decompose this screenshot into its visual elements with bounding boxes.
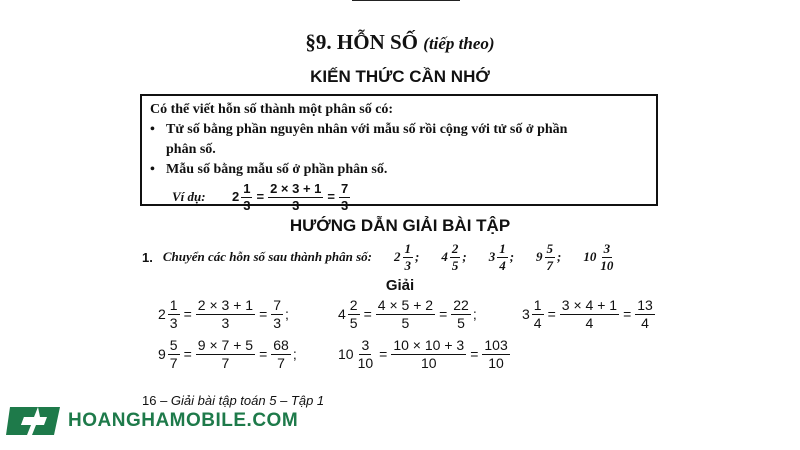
solution-row xyxy=(338,338,512,370)
mixed-whole: 4 xyxy=(441,249,448,265)
mixed-whole: 2 xyxy=(158,306,166,323)
box-bullet-2 xyxy=(150,160,648,180)
fraction-numerator: 1 xyxy=(404,241,411,256)
exercise-item: 2 $\frac{1}{3}$ ; xyxy=(394,241,420,273)
equals-sign: = xyxy=(363,306,372,323)
fraction-numerator: 3 xyxy=(603,241,611,256)
watermark-text: HOANGHAMOBILE.COM xyxy=(68,410,299,431)
exercise-item: 3 $\frac{1}{4}$ ; xyxy=(488,241,515,273)
box-example xyxy=(150,182,648,212)
title-main: §9. HỖN SỐ xyxy=(305,30,419,54)
fraction-numerator: 13 xyxy=(637,297,653,313)
fraction-denominator: 3 xyxy=(404,257,411,273)
knowledge-heading: KIẾN THỨC CẦN NHỚ xyxy=(310,67,490,86)
result-fraction xyxy=(271,338,291,370)
expression-fraction xyxy=(196,298,255,330)
result-fraction xyxy=(635,298,655,330)
fraction-denominator: 10 xyxy=(600,257,614,273)
fraction-numerator: 1 xyxy=(169,297,178,313)
fraction-numerator: 2 × 3 + 1 xyxy=(197,297,254,313)
exercise-item: 4 $\frac{2}{5}$ ; xyxy=(441,241,467,273)
fraction-denominator: 3 xyxy=(169,314,178,331)
result-fraction xyxy=(271,298,283,330)
page-title xyxy=(0,30,800,55)
mixed-whole: 3 xyxy=(488,249,496,265)
solution-end: ; xyxy=(285,306,289,323)
mixed-fraction xyxy=(241,182,252,212)
fraction-denominator: 4 xyxy=(533,314,542,331)
footer-text: – Giải bài tập toán 5 – Tập 1 xyxy=(160,393,325,408)
fraction-denominator: 10 xyxy=(488,354,504,371)
mixed-whole: 9 xyxy=(536,249,543,265)
equals-sign: = xyxy=(379,346,388,363)
top-rule xyxy=(352,0,460,1)
result-fraction xyxy=(451,298,471,330)
exercise-item xyxy=(583,242,617,272)
mixed-fraction xyxy=(545,242,556,272)
fraction-numerator: 9 × 7 + 5 xyxy=(197,337,254,353)
knowledge-box xyxy=(140,94,658,213)
mixed-fraction xyxy=(168,338,180,370)
result-fraction xyxy=(339,182,350,212)
mixed-whole: 4 xyxy=(338,306,346,323)
fraction-numerator: 22 xyxy=(453,297,469,313)
fraction-numerator: 5 xyxy=(546,241,554,256)
fraction-numerator: 1 xyxy=(499,241,506,256)
exercise-number: 1. xyxy=(142,249,153,265)
mixed-fraction xyxy=(450,242,461,272)
fraction-numerator: 5 xyxy=(169,337,178,353)
fraction-denominator: 7 xyxy=(546,257,554,273)
exercise-question: Chuyển các hỗn số sau thành phân số: xyxy=(162,249,372,265)
mixed-fraction xyxy=(168,298,180,330)
fraction-denominator: 4 xyxy=(641,314,649,331)
fraction-numerator: 1 xyxy=(243,181,251,196)
mixed-fraction xyxy=(348,298,360,330)
solution-end: ; xyxy=(292,346,297,363)
example-label: Ví dụ: xyxy=(172,189,206,205)
expression-fraction xyxy=(196,338,255,370)
mixed-whole: 10 xyxy=(583,249,597,265)
mixed-whole: 3 xyxy=(522,306,530,323)
solution-end: ; xyxy=(472,306,477,323)
expression-fraction xyxy=(268,182,323,212)
fraction-denominator: 5 xyxy=(349,314,358,331)
equals-sign: = xyxy=(623,306,632,323)
fraction-numerator: 2 xyxy=(349,297,358,313)
fraction-denominator: 5 xyxy=(451,257,459,273)
mixed-whole: 2 xyxy=(394,249,401,265)
fraction-denominator: 10 xyxy=(357,354,374,371)
mixed-whole: 9 xyxy=(158,346,166,363)
solution-row xyxy=(158,338,297,370)
page-number: 16 xyxy=(142,393,157,408)
mixed-fraction xyxy=(532,298,544,330)
fraction-denominator: 3 xyxy=(292,197,300,213)
fraction-denominator: 10 xyxy=(420,354,437,371)
bullet-icon: • xyxy=(150,162,155,177)
fraction-denominator: 3 xyxy=(221,314,230,331)
fraction-numerator: 68 xyxy=(273,337,289,353)
fraction-numerator: 2 × 3 + 1 xyxy=(270,181,322,196)
mixed-fraction xyxy=(598,242,615,272)
title-sub: (tiếp theo) xyxy=(423,34,495,53)
fraction-denominator: 7 xyxy=(277,354,285,371)
equals-sign: = xyxy=(259,346,268,363)
fraction-denominator: 3 xyxy=(243,197,251,213)
result-fraction xyxy=(482,338,509,370)
equals-sign: = xyxy=(259,306,268,323)
bullet-1-text: Tử số bằng phần nguyên nhân với mẫu số rồi cộng với tử số ở phần xyxy=(166,122,568,137)
mixed-whole: 2 xyxy=(232,189,240,205)
box-bullet-1 xyxy=(150,120,648,140)
equals-sign: = xyxy=(327,189,335,205)
expression-fraction xyxy=(376,298,435,330)
logo-mark-icon xyxy=(4,403,62,439)
exercise-item: 9 $\frac{5}{7}$ ; xyxy=(536,241,562,273)
fraction-numerator: 2 xyxy=(451,241,459,256)
fraction-numerator: 3 xyxy=(361,337,370,353)
equals-sign: = xyxy=(439,306,448,323)
fraction-denominator: 5 xyxy=(401,314,410,331)
fraction-denominator: 7 xyxy=(221,354,230,371)
expression-fraction xyxy=(560,298,619,330)
fraction-numerator: 1 xyxy=(533,297,542,313)
expression-fraction xyxy=(391,338,466,370)
solution-row xyxy=(338,298,477,330)
equals-sign: = xyxy=(470,346,479,363)
mixed-fraction xyxy=(497,242,508,272)
equals-sign: = xyxy=(183,346,192,363)
mixed-fraction xyxy=(356,338,376,370)
solution-row xyxy=(158,298,289,330)
exercise-1 xyxy=(142,242,617,272)
fraction-numerator: 4 × 5 + 2 xyxy=(377,297,434,313)
equals-sign: = xyxy=(183,306,192,323)
bullet-2-text: Mẫu số bằng mẫu số ở phần phân số. xyxy=(166,162,388,177)
fraction-denominator: 3 xyxy=(273,314,282,331)
fraction-numerator: 7 xyxy=(273,297,282,313)
mixed-fraction xyxy=(403,242,414,272)
watermark-logo xyxy=(4,400,298,442)
fraction-denominator: 4 xyxy=(585,314,594,331)
fraction-numerator: 10 × 10 + 3 xyxy=(393,337,465,353)
box-bullet-1-cont: phân số. xyxy=(166,142,216,157)
fraction-denominator: 3 xyxy=(340,197,349,213)
equals-sign: = xyxy=(547,306,556,323)
solution-row xyxy=(522,298,657,330)
fraction-denominator: 7 xyxy=(169,354,178,371)
fraction-numerator: 3 × 4 + 1 xyxy=(561,297,618,313)
fraction-denominator: 5 xyxy=(457,314,465,331)
fraction-numerator: 7 xyxy=(340,181,349,196)
bullet-icon: • xyxy=(150,122,155,137)
fraction-denominator: 4 xyxy=(499,257,506,273)
fraction-numerator: 103 xyxy=(484,337,508,353)
mixed-whole: 10 xyxy=(338,346,354,363)
equals-sign: = xyxy=(256,189,265,205)
box-intro: Có thể viết hỗn số thành một phân số có: xyxy=(150,102,394,117)
guide-heading: HƯỚNG DẪN GIẢI BÀI TẬP xyxy=(289,216,511,235)
solution-heading: Giải xyxy=(385,277,415,294)
